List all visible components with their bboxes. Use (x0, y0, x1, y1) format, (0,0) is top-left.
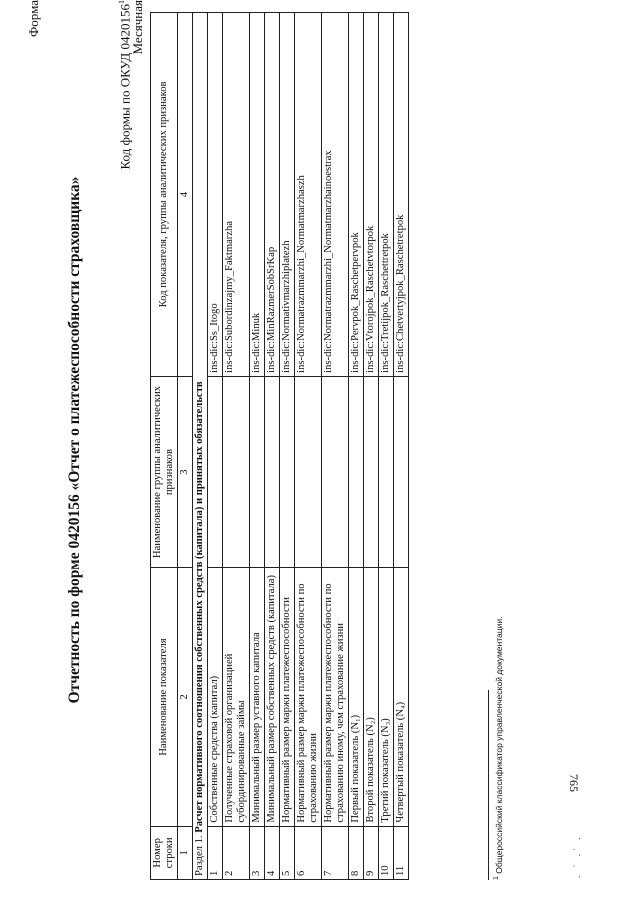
indicator-code: ins-dic:Normatrazmmarzhi_Normatmarzhainoestrax (322, 13, 349, 377)
col-header-indicator-name: Наименование показателя (151, 568, 178, 826)
indicator-name: Минимальный размер уставного капитала (250, 568, 265, 826)
indicator-name: Четвертый показатель (N₄) (394, 568, 409, 826)
col-header-group-name: Наименование группы аналитических признаков (151, 376, 178, 568)
group-name (250, 376, 265, 568)
row-number: 7 (322, 826, 349, 879)
group-name (349, 376, 364, 568)
row-number: 10 (379, 826, 394, 879)
row-number: 11 (394, 826, 409, 879)
row-number: 8 (349, 826, 364, 879)
table-row (223, 13, 250, 880)
indicator-code: ins-dic:Minuk (250, 13, 265, 377)
group-name (394, 376, 409, 568)
group-name (223, 376, 250, 568)
okud-code-line: Код формы по ОКУД 0420156$^1$ (117, 0, 133, 170)
indicator-code: ins-dic:Normatrazmmarzhi_Normatmarzhaszh (295, 13, 322, 377)
footnote (492, 617, 504, 880)
indicator-name: Третий показатель (N₃) (379, 568, 394, 826)
margin-marks: . ˙ .˙ . (572, 834, 582, 878)
indicator-code: ins-dic:Ss_Itogo (208, 13, 223, 377)
col-number-2: 2 (178, 568, 193, 826)
indicator-name: Второй показатель (N₂) (364, 568, 379, 826)
indicator-name: Первый показатель (N₁) (349, 568, 364, 826)
group-name (379, 376, 394, 568)
footnote-divider (488, 690, 489, 880)
page-title: Отчетность по форме 0420156 «Отчет о платежеспособности страховщика» (66, 176, 83, 704)
page-number: 765 (567, 774, 581, 792)
row-number: 3 (250, 826, 265, 879)
indicator-name: Собственные средства (капитал) (208, 568, 223, 826)
table-row (295, 13, 322, 880)
indicator-code: ins-dic:Tretijpok_Raschettretpok (379, 13, 394, 377)
okud-code-block (115, 0, 144, 169)
indicator-code: ins-dic:MinRazmerSobSrKap (265, 13, 280, 377)
group-name (295, 376, 322, 568)
row-number: 6 (295, 826, 322, 879)
col-number-4: 4 (178, 13, 193, 377)
indicator-code: ins-dic:Pervpok_Raschetpervpok (349, 13, 364, 377)
indicator-table (150, 12, 409, 880)
table-row (394, 13, 409, 880)
row-number: 4 (265, 826, 280, 879)
footnote-marker: 1 (492, 876, 500, 880)
table-row (208, 13, 223, 880)
table-row (349, 13, 364, 880)
indicator-name: Нормативный размер маржи платежеспособности по страхованию иному, чем страхование жизни (322, 568, 349, 826)
row-number: 5 (280, 826, 295, 879)
group-name (208, 376, 223, 568)
table-header-numbers-row (178, 13, 193, 880)
indicator-name: Полученные страховой организацией субординированные займы (223, 568, 250, 826)
indicator-name: Минимальный размер собственных средств (капитала) (265, 568, 280, 826)
okud-footnote-marker: 1 (117, 0, 126, 4)
indicator-code: ins-dic:Subordinzajmy_Faktmarzha (223, 13, 250, 377)
indicator-code: ins-dic:Chetvertyjpok_Raschetretpok (394, 13, 409, 377)
section-row (193, 13, 208, 880)
table-row (250, 13, 265, 880)
row-number: 2 (223, 826, 250, 879)
indicator-name: Нормативный размер маржи платежеспособности по страхованию жизни (295, 568, 322, 826)
row-number: 9 (364, 826, 379, 879)
group-name (364, 376, 379, 568)
section-cell (193, 13, 208, 880)
section-title: Расчет нормативного соотношения собственных средств (капитала) и принятых обязательств (194, 381, 205, 833)
col-header-row-number: Номер строки (151, 826, 178, 879)
period-label: Месячная (130, 0, 146, 55)
table-row (379, 13, 394, 880)
indicator-name: Нормативный размер маржи платежеспособности (280, 568, 295, 826)
indicator-code: ins-dic:Vtorojpok_Raschetvtorpok (364, 13, 379, 377)
table-row (364, 13, 379, 880)
col-header-code: Код показателя, группы аналитических признаков (151, 13, 178, 377)
row-number: 1 (208, 826, 223, 879)
table-header-row (151, 13, 178, 880)
table-row (265, 13, 280, 880)
table-row (322, 13, 349, 880)
footnote-text: Общероссийский классификатор управленческой документации. (493, 616, 504, 874)
group-name (265, 376, 280, 568)
col-number-3: 3 (178, 376, 193, 568)
form-label: Форма (26, 0, 41, 37)
col-number-1: 1 (178, 826, 193, 879)
group-name (280, 376, 295, 568)
group-name (322, 376, 349, 568)
indicator-code: ins-dic:Normativmarzhiplatezh (280, 13, 295, 377)
table-row (280, 13, 295, 880)
section-label: Раздел 1. (194, 835, 205, 876)
